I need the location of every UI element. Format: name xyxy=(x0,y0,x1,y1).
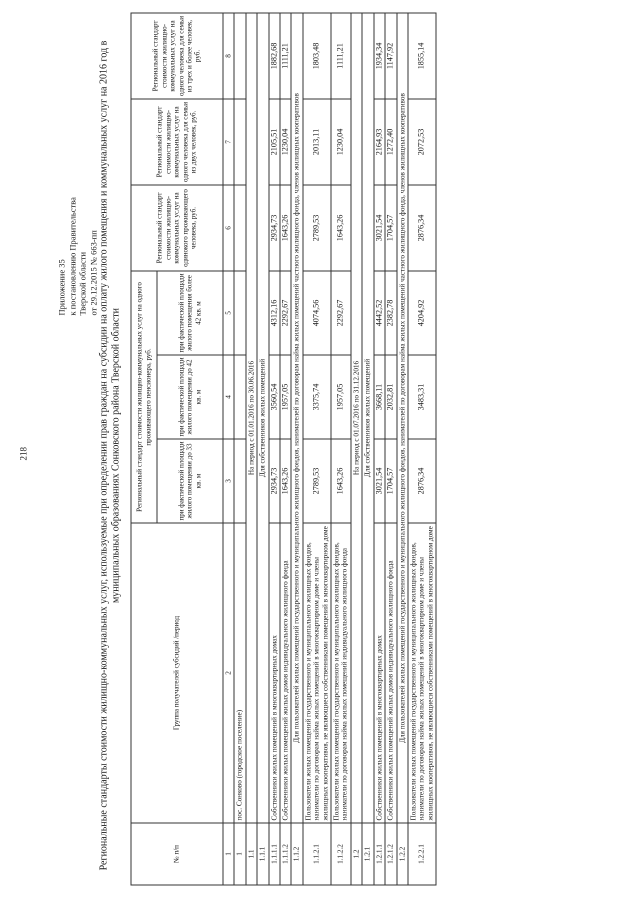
section-title: Для пользователей жилых помещений государственного и муниципального жилищного фондов, нанимателей по договорам найма жилых помещений частного жилищного фонда, членов жилищных кооперативов xyxy=(291,12,302,822)
value-cell: 4204,92 xyxy=(407,270,435,354)
value-cell: 2382,78 xyxy=(385,270,396,354)
value-cell: 1230,04 xyxy=(280,98,291,184)
row-number: 1.1.1.1 xyxy=(268,823,279,885)
value-cell: 1882,68 xyxy=(268,12,279,98)
row-label: Пользователи жилых помещений государственного и муниципального жилищных фондов, наниматели по договорам найма жилых помещений индивидуального жилищного фонда xyxy=(331,523,351,823)
value-cell: 2934,73 xyxy=(268,439,279,523)
appendix-line: от 29.12.2015 № 663-пп xyxy=(87,229,98,315)
section-row xyxy=(245,12,256,884)
column-number: 2 xyxy=(223,523,234,823)
column-number-row xyxy=(223,12,234,884)
value-cell: 2032,81 xyxy=(385,355,396,439)
value-cell: 1934,34 xyxy=(373,12,384,98)
row-number: 1.2.2.1 xyxy=(407,823,435,885)
value-cell: 1643,26 xyxy=(331,439,351,523)
value-cell xyxy=(234,270,245,354)
value-cell: 1704,57 xyxy=(385,439,396,523)
section-row xyxy=(396,12,407,884)
value-cell: 3668,11 xyxy=(373,355,384,439)
section-title: На период с 01.01.2016 по 30.06.2016 xyxy=(245,12,256,822)
value-cell: 3375,74 xyxy=(302,355,330,439)
value-cell: 1855,14 xyxy=(407,12,435,98)
row-number: 1.1 xyxy=(245,823,256,885)
section-title: Для собственников жилых помещений xyxy=(362,12,373,822)
row-label: Собственники жилых помещений в многоквартирных домах xyxy=(373,523,384,823)
section-row xyxy=(362,12,373,884)
page-number: 218 xyxy=(18,446,28,460)
value-cell: 1643,26 xyxy=(280,184,291,270)
header-area-over-42: при фактической площади жилого помещения более 42 кв. м xyxy=(157,270,223,354)
row-label: Собственники жилых помещений в многоквартирных домах xyxy=(268,523,279,823)
table-row xyxy=(407,12,435,884)
section-row xyxy=(350,12,361,884)
appendix-block xyxy=(56,15,98,315)
row-number: 1 xyxy=(234,823,245,885)
standards-table xyxy=(130,12,436,885)
section-title: На период с 01.07.2016 по 31.12.2016 xyxy=(350,12,361,822)
value-cell: 1643,26 xyxy=(280,439,291,523)
row-number: 1.1.2.2 xyxy=(331,823,351,885)
row-number: 1.1.1.2 xyxy=(280,823,291,885)
header-area-42: при фактической площади жилого помещения до 42 кв. м xyxy=(157,355,223,439)
section-row xyxy=(291,12,302,884)
row-number: 1.2 xyxy=(350,823,361,885)
row-label: пос. Сонково (городское поселение) xyxy=(234,523,245,823)
value-cell: 2292,67 xyxy=(280,270,291,354)
value-cell: 1111,21 xyxy=(280,12,291,98)
value-cell: 2072,53 xyxy=(407,98,435,184)
header-single: Региональный стандарт стоимости жилищно-коммунальных услуг на одинокого проживающего человека, руб. xyxy=(131,184,223,270)
value-cell xyxy=(234,184,245,270)
row-number: 1.1.2.1 xyxy=(302,823,330,885)
row-number: 1.2.2 xyxy=(396,823,407,885)
row-label: Пользователи жилых помещений государственного и муниципального жилищных фондов, наниматели по договорам найма жилых помещений в многоквартирном доме и члены жилищных кооперативов, не являющиеся собственниками помещений в многоквартирном доме xyxy=(302,523,330,823)
section-title: Для пользователей жилых помещений государственного и муниципального жилищного фондов, нанимателей по договорам найма жилых помещений частного жилищного фонда, членов жилищных кооперативов xyxy=(396,12,407,822)
value-cell: 3021,54 xyxy=(373,184,384,270)
table-row xyxy=(373,12,384,884)
row-label: Собственники жилых помещений жилых домов индивидуального жилищного фонда xyxy=(280,523,291,823)
value-cell xyxy=(234,12,245,98)
column-number: 6 xyxy=(223,184,234,270)
value-cell: 4074,56 xyxy=(302,270,330,354)
row-number: 1.2.1 xyxy=(362,823,373,885)
row-number: 1.2.1.2 xyxy=(385,823,396,885)
section-title: Для собственников жилых помещений xyxy=(257,12,268,822)
row-number: 1.1.1 xyxy=(257,823,268,885)
column-number: 1 xyxy=(223,823,234,885)
value-cell xyxy=(234,355,245,439)
value-cell: 2934,73 xyxy=(268,184,279,270)
value-cell: 3483,31 xyxy=(407,355,435,439)
table-row xyxy=(302,12,330,884)
value-cell: 2876,34 xyxy=(407,184,435,270)
value-cell: 3560,54 xyxy=(268,355,279,439)
value-cell: 1230,04 xyxy=(331,98,351,184)
header-family-three: Региональный стандарт стоимости жилищно-коммунальных услуг на одного человека для семьи из трех и более человек, руб. xyxy=(131,12,223,98)
table-row xyxy=(331,12,351,884)
row-label: Пользователи жилых помещений государственного и муниципального жилищных фондов, наниматели по договорам найма жилых помещений в многоквартирном доме и члены жилищных кооперативов, не являющиеся собственниками помещений в многоквартирном доме xyxy=(407,523,435,823)
value-cell: 2789,53 xyxy=(302,439,330,523)
value-cell: 1957,05 xyxy=(280,355,291,439)
header-pensioner-span: Региональный стандарт стоимости жилищно-коммунальных услуг на одного проживающего пенсионера, руб. xyxy=(131,270,157,522)
row-number: 1.1.2 xyxy=(291,823,302,885)
value-cell: 2789,53 xyxy=(302,184,330,270)
value-cell: 2292,67 xyxy=(331,270,351,354)
column-number: 3 xyxy=(223,439,234,523)
table-row xyxy=(280,12,291,884)
table-body xyxy=(234,12,436,884)
row-number: 1.2.1.1 xyxy=(373,823,384,885)
column-number: 7 xyxy=(223,98,234,184)
value-cell: 2105,51 xyxy=(268,98,279,184)
value-cell: 1957,05 xyxy=(331,355,351,439)
appendix-line: Приложение 35 xyxy=(56,258,66,315)
value-cell: 1111,21 xyxy=(331,12,351,98)
value-cell xyxy=(234,98,245,184)
appendix-line: к постановлению Правительства xyxy=(66,196,77,315)
value-cell: 4312,16 xyxy=(268,270,279,354)
table-row xyxy=(268,12,279,884)
value-cell: 4442,52 xyxy=(373,270,384,354)
column-number: 4 xyxy=(223,355,234,439)
value-cell: 1643,26 xyxy=(331,184,351,270)
value-cell: 1704,57 xyxy=(385,184,396,270)
table-row xyxy=(234,12,245,884)
header-group: Группа получателей субсидий /период xyxy=(131,523,223,823)
value-cell: 1803,48 xyxy=(302,12,330,98)
value-cell: 3021,54 xyxy=(373,439,384,523)
appendix-line: Тверской области xyxy=(77,251,87,315)
value-cell: 1147,92 xyxy=(385,12,396,98)
column-number: 8 xyxy=(223,12,234,98)
section-row xyxy=(257,12,268,884)
value-cell xyxy=(234,439,245,523)
column-number: 5 xyxy=(223,270,234,354)
value-cell: 1272,40 xyxy=(385,98,396,184)
document-title: Региональные стандарты стоимости жилищно-коммунальных услуг, используемые при определении прав граждан на субсидии на оплату жилого помещения и коммунальных услуг на 2016 год в муниципальных образованиях Сонковского района Тверской области xyxy=(98,40,121,870)
header-family-two: Региональный стандарт стоимости жилищно-коммунальных услуг на одного человека для семьи из двух человек, руб. xyxy=(131,98,223,184)
row-label: Собственники жилых помещений жилых домов индивидуального жилищного фонда xyxy=(385,523,396,823)
value-cell: 2876,34 xyxy=(407,439,435,523)
header-num: № п/п xyxy=(131,823,223,885)
table-row xyxy=(385,12,396,884)
value-cell: 2164,93 xyxy=(373,98,384,184)
value-cell: 2013,11 xyxy=(302,98,330,184)
header-area-33: при фактической площади жилого помещения до 33 кв. м xyxy=(157,439,223,523)
